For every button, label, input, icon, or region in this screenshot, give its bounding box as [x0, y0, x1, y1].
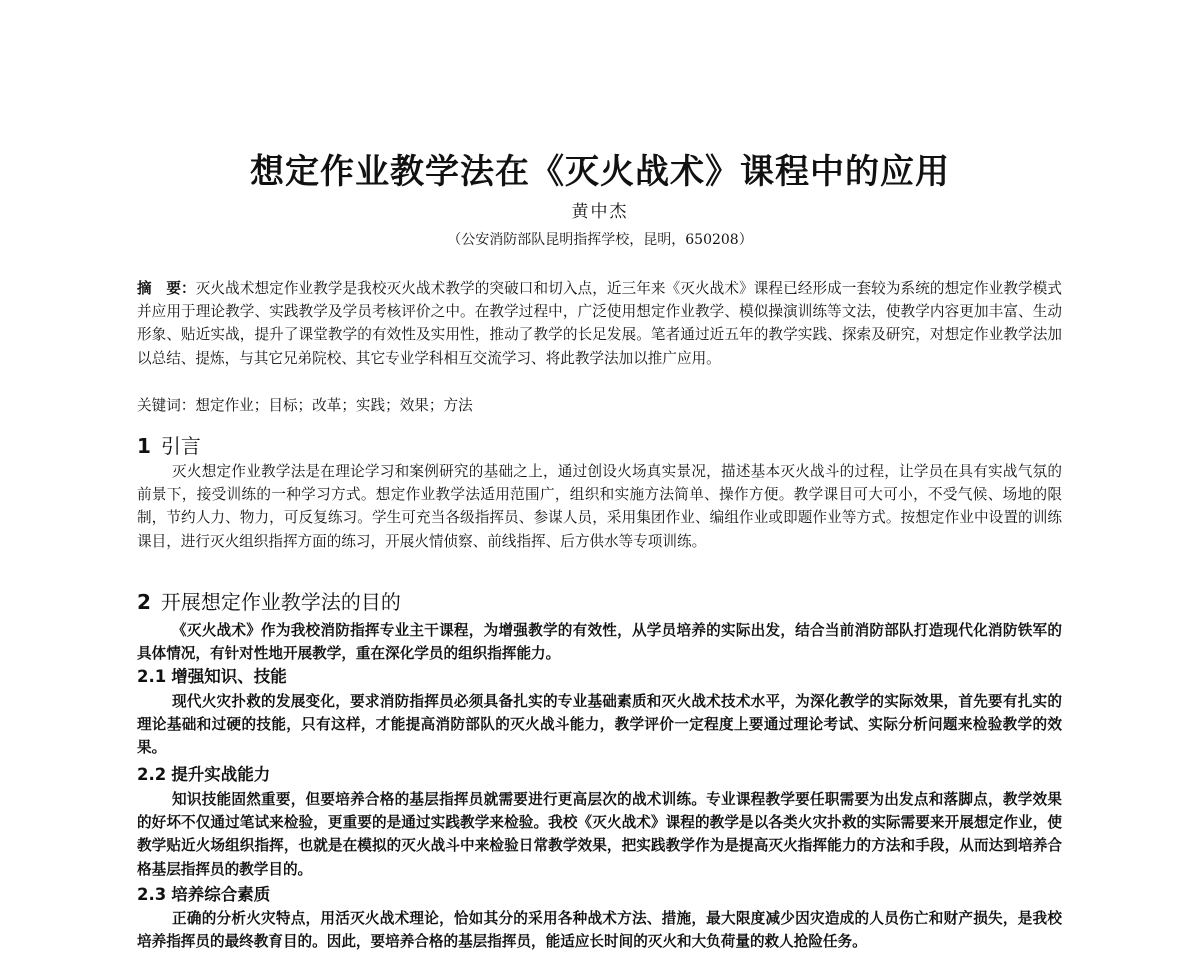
subsection-2-1-paragraph: 现代火灾扑救的发展变化，要求消防指挥员必须具备扎实的专业基础素质和灭火战术技术水平，为深化教学的实际效果，首先要有扎实的理论基础和过硬的技能，只有这样，才能提高消防部队的灭火战斗能力，教学评价一定程度上要通过理论考试、实际分析问题来检验教学的效果。	[137, 693, 1062, 757]
subsection-2-2-number: 2.2	[137, 765, 167, 784]
abstract	[137, 277, 1062, 370]
section-2-number: 2	[137, 590, 151, 614]
keywords-text: 想定作业；目标；改革；实践；效果；方法	[195, 397, 473, 414]
subsection-2-1-title: 增强知识、技能	[171, 667, 287, 686]
subsection-2-3-number: 2.3	[137, 885, 167, 904]
section-1-paragraph: 灭火想定作业教学法是在理论学习和案例研究的基础之上，通过创设火场真实景况，描述基本灭火战斗的过程，让学员在具有实战气氛的前景下，接受训练的一种学习方式。想定作业教学法适用范围广，组织和实施方法简单、操作方便。教学课目可大可小，不受气候、场地的限制，节约人力、物力，可反复练习。学生可充当各级指挥员、参谋人员，采用集团作业、编组作业或即题作业等方式。按想定作业中设置的训练课目，进行灭火组织指挥方面的练习，开展火情侦察、前线指挥、后方供水等专项训练。	[137, 463, 1062, 550]
subsection-2-3-paragraph: 正确的分析火灾特点，用活灭火战术理论，恰如其分的采用各种战术方法、措施，最大限度减少因灾造成的人员伤亡和财产损失，是我校培养指挥员的最终教育目的。因此，要培养合格的基层指挥员，能适应长时间的灭火和大负荷量的救人抢险任务。	[137, 910, 1062, 951]
keywords	[137, 394, 1062, 417]
subsection-2-2-paragraph: 知识技能固然重要，但要培养合格的基层指挥员就需要进行更高层次的战术训练。专业课程教学要任职需要为出发点和落脚点，教学效果的好坏不仅通过笔试来检验，更重要的是通过实践教学来检验。我校《灭火战术》课程的教学是以各类火灾扑救的实际需要来开展想定作业，使教学贴近火场组织指挥，也就是在模拟的灭火战斗中来检验日常教学效果，把实践教学作为是提高灭火指挥能力的方法和手段，从而达到培养合格基层指挥员的教学目的。	[137, 791, 1062, 878]
section-1-number: 1	[137, 434, 151, 458]
subsection-2-3-title: 培养综合素质	[171, 885, 271, 904]
keywords-label: 关键词：	[137, 397, 196, 414]
author-name: 黄中杰	[571, 202, 629, 222]
author-affiliation: （公安消防部队昆明指挥学校，昆明，650208）	[447, 232, 753, 248]
section-2-title: 开展想定作业教学法的目的	[160, 590, 401, 614]
section-2-paragraph: 《灭火战术》作为我校消防指挥专业主干课程，为增强教学的有效性，从学员培养的实际出发，结合当前消防部队打造现代化消防铁军的具体情况，有针对性地开展教学，重在深化学员的组织指挥能力。	[137, 622, 1062, 663]
subsection-2-3-heading	[137, 883, 270, 907]
section-2-heading	[137, 588, 401, 616]
abstract-label: 摘 要：	[137, 280, 196, 297]
abstract-text: 灭火战术想定作业教学是我校灭火战术教学的突破口和切入点，近三年来《灭火战术》课程已经形成一套较为系统的想定作业教学模式并应用于理论教学、实践教学及学员考核评价之中。在教学过程中，广泛使用想定作业教学、模似操演训练等文法，使教学内容更加丰富、生动形象、贴近实战，提升了课堂教学的有效性及实用性，推动了教学的长足发展。笔者通过近五年的教学实践、探索及研究，对想定作业教学法加以总结、提炼，与其它兄弟院校、其它专业学科相互交流学习、将此教学法加以推广应用。	[137, 280, 1062, 367]
subsection-2-1-heading	[137, 665, 287, 689]
paper-title: 想定作业教学法在《灭火战术》课程中的应用	[250, 152, 950, 192]
section-1-title: 引言	[160, 434, 201, 458]
subsection-2-1-number: 2.1	[137, 667, 167, 686]
section-1-heading	[137, 432, 201, 460]
subsection-2-2-title: 提升实战能力	[171, 765, 271, 784]
subsection-2-2-heading	[137, 763, 270, 787]
